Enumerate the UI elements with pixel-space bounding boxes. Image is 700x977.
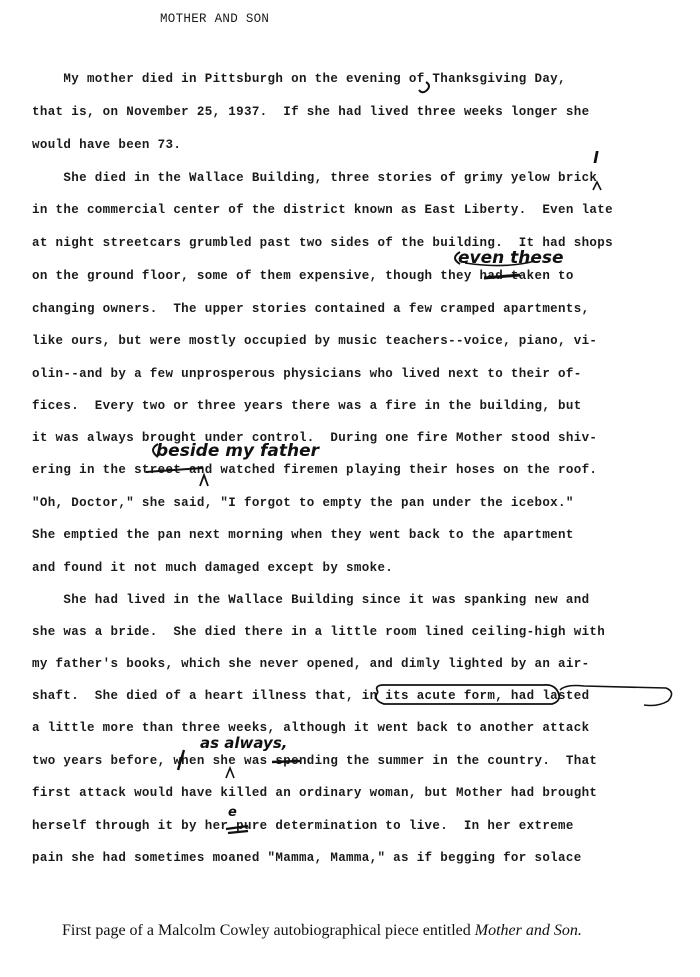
text-line: She emptied the pan next morning when they went back to the apartment (32, 528, 574, 542)
text-line: that is, on November 25, 1937. If she had lived three weeks longer she (32, 105, 590, 119)
handwritten-insert-e: e (228, 805, 237, 820)
caption-title: Mother and Son. (474, 922, 582, 939)
image-caption (62, 922, 662, 940)
text-line: two years before, when she was spending the summer in the country. That (32, 754, 598, 768)
text-line: olin--and by a few unprosperous physicians who lived next to their of- (32, 367, 582, 381)
handwritten-beside-my-father: beside my father (156, 441, 319, 461)
text-line: and found it not much damaged except by smoke. (32, 561, 394, 575)
text-line: "Oh, Doctor," she said, "I forgot to empty the pan under the icebox." (32, 496, 574, 510)
text-line: my father's books, which she never opened, and dimly lighted by an air- (32, 657, 590, 671)
text-line: she was a bride. She died there in a little room lined ceiling-high with (32, 625, 606, 639)
text-line: herself through it by her pure determination to live. In her extreme (32, 819, 574, 833)
text-line: pain she had sometimes moaned "Mamma, Mamma," as if begging for solace (32, 851, 582, 865)
text-line: She had lived in the Wallace Building since it was spanking new and (32, 593, 590, 607)
handwritten-as-always: as always, (200, 734, 288, 752)
text-line: like ours, but were mostly occupied by music teachers--voice, piano, vi- (32, 334, 598, 348)
handwritten-even-these: even these (458, 248, 564, 268)
caret-mark (226, 768, 234, 778)
text-line: it was always brought under control. During one fire Mother stood shiv- (32, 431, 598, 445)
text-line: would have been 73. (32, 138, 182, 152)
text-line: She died in the Wallace Building, three stories of grimy yelow brick (32, 171, 598, 185)
text-line: changing owners. The upper stories contained a few cramped apartments, (32, 302, 590, 316)
handwritten-insert-l: l (593, 148, 599, 167)
text-line: at night streetcars grumbled past two sides of the building. It had shops (32, 236, 613, 250)
document-title: MOTHER AND SON (160, 12, 270, 26)
text-line: fices. Every two or three years there was a fire in the building, but (32, 399, 582, 413)
text-line: shaft. She died of a heart illness that, in its acute form, had lasted (32, 689, 590, 703)
text-line: a little more than three weeks, although it went back to another attack (32, 721, 590, 735)
text-line: My mother died in Pittsburgh on the evening of Thanksgiving Day, (32, 72, 566, 86)
text-line: on the ground floor, some of them expensive, though they had taken to (32, 269, 574, 283)
caption-text: First page of a Malcolm Cowley autobiographical piece entitled (62, 922, 475, 939)
text-line: first attack would have killed an ordinary woman, but Mother had brought (32, 786, 598, 800)
text-line: in the commercial center of the district known as East Liberty. Even late (32, 203, 613, 217)
text-line: ering in the street and watched firemen playing their hoses on the roof. (32, 463, 598, 477)
